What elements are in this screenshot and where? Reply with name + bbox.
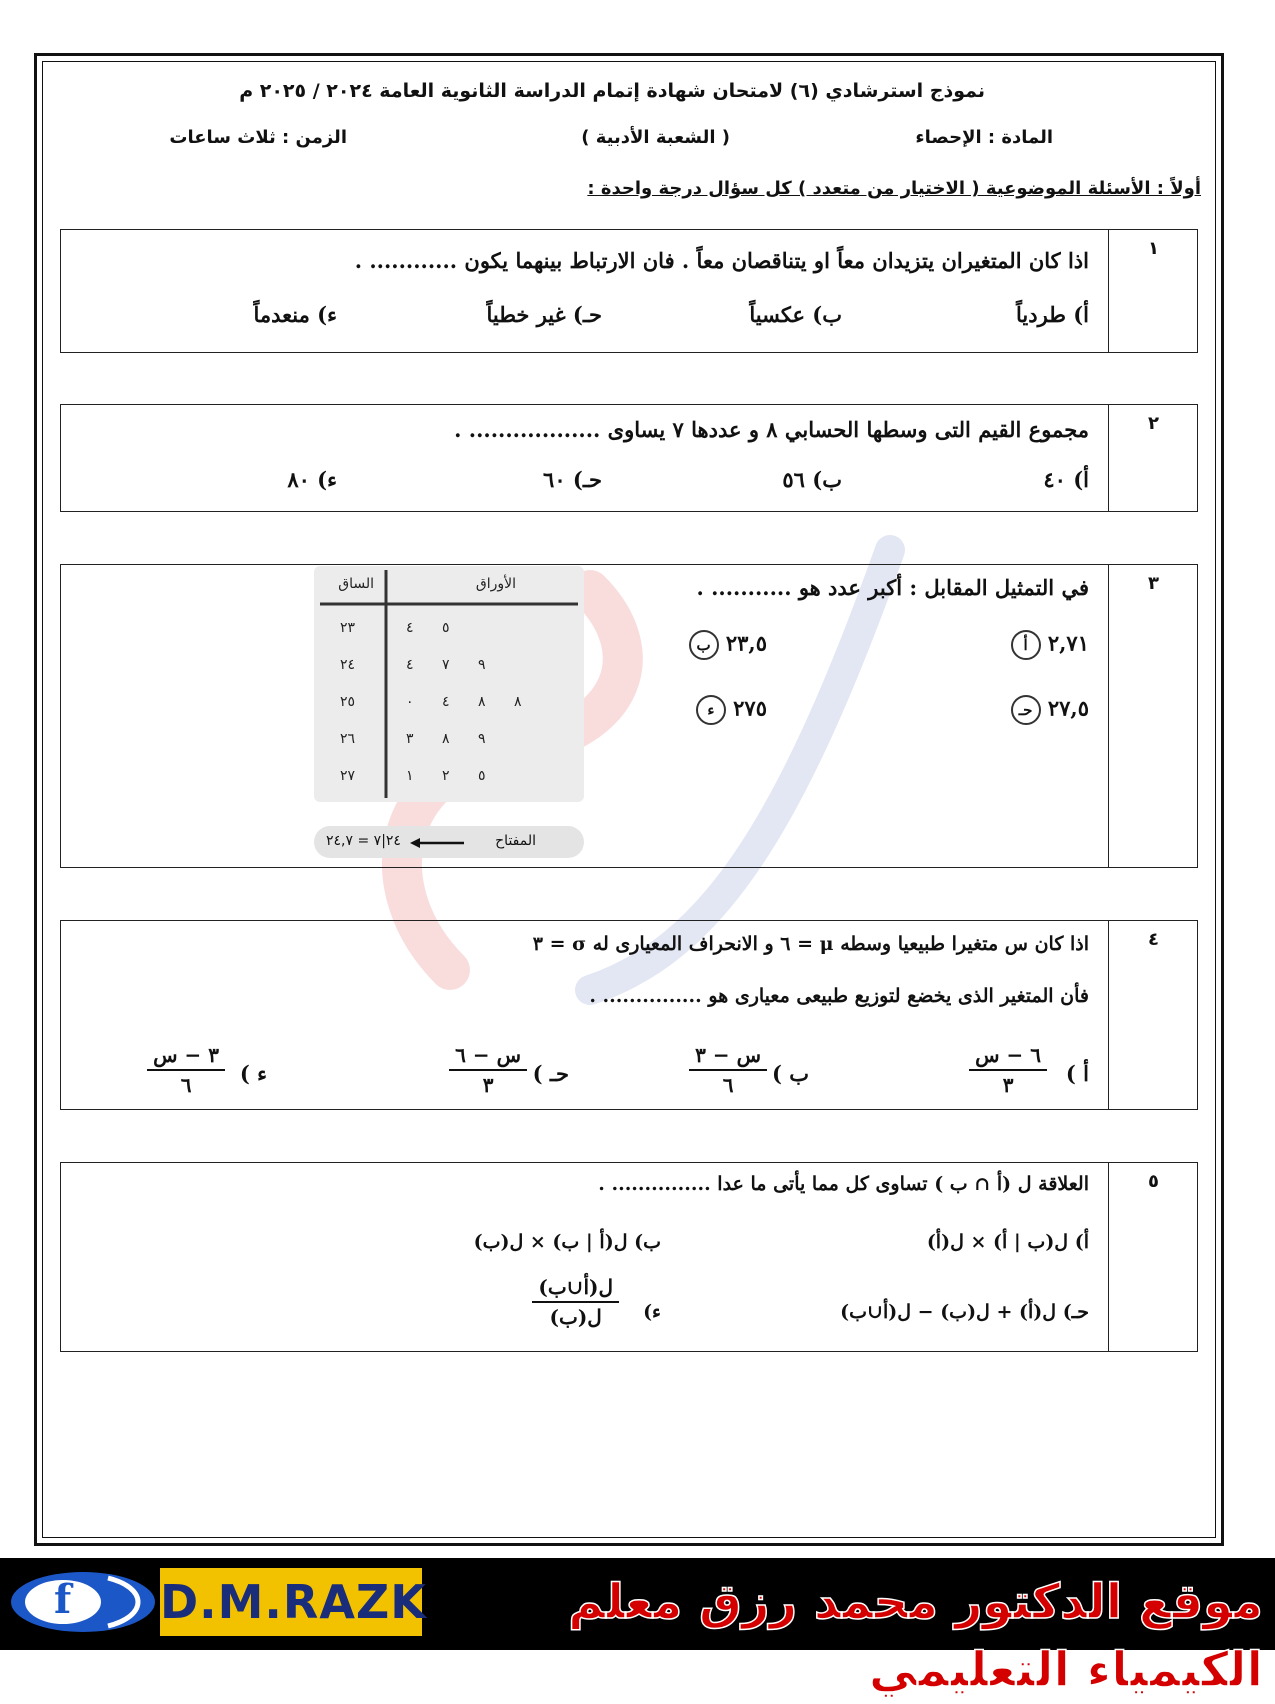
option-c-fraction[interactable] <box>449 1043 527 1097</box>
question-4 <box>60 920 1198 1110</box>
option-c-label[interactable]: حـ ) <box>532 1061 569 1086</box>
option-value: ٢٣,٥ <box>725 630 767 656</box>
question-number: ٤ <box>1148 929 1159 950</box>
leaf-value: ٨ <box>478 694 486 710</box>
option-d[interactable]: ء) منعدماً <box>253 302 337 327</box>
option-b-label[interactable]: ب ) <box>771 1061 809 1086</box>
question-number-column <box>1108 405 1197 511</box>
option-c[interactable] <box>1011 695 1089 725</box>
option-a[interactable]: ﺃ) ل(ب | ﺃ) × ل(ﺃ) <box>926 1231 1089 1253</box>
leaf-value: ٤ <box>406 620 414 636</box>
option-b[interactable]: ب) عكسياً <box>749 302 842 327</box>
exam-title: نموذج استرشادي (٦) لامتحان شهادة إتمام الدراسة الثانوية العامة ٢٠٢٤ / ٢٠٢٥ م <box>239 80 985 102</box>
option-mark-circle: ب <box>689 630 719 660</box>
section-heading: أولاً : الأسئلة الموضوعية ( الاختيار من متعدد ) كل سؤال درجة واحدة : <box>587 178 1201 199</box>
option-c[interactable]: حـ) غير خطياً <box>486 302 602 327</box>
leaf-value: ٤ <box>406 657 414 673</box>
option-d-label[interactable]: ء ) <box>239 1061 267 1086</box>
question-number-column <box>1108 230 1197 352</box>
facebook-swoosh-icon <box>8 1568 158 1636</box>
option-mark-circle: ء <box>696 695 726 725</box>
option-b[interactable] <box>689 630 767 660</box>
stem-leaf-plot <box>314 566 584 802</box>
footer-logo-text: D.M.RAZK <box>160 1568 422 1636</box>
question-text-line-1: اذا كان س متغيرا طبيعيا وسطه μ = ٦ و الانحراف المعيارى له σ = ٣ <box>532 933 1089 955</box>
leaf-value: ٢ <box>442 768 450 784</box>
leaf-value: ٥ <box>478 768 486 784</box>
option-a-fraction[interactable] <box>969 1043 1047 1097</box>
leaf-value: ٧ <box>442 657 450 673</box>
option-a[interactable] <box>1011 630 1089 660</box>
question-text: مجموع القيم التى وسطها الحسابي ٨ و عددها ٧ يساوى .................. . <box>454 417 1089 442</box>
stem-leaf-lines <box>314 566 584 802</box>
option-value: ٢,٧١ <box>1047 630 1089 656</box>
time-label: الزمن : ثلاث ساعات <box>169 127 347 148</box>
subject-label: المادة : الإحصاء <box>915 127 1053 148</box>
fraction-denominator: ٣ <box>1002 1073 1014 1097</box>
option-b-fraction[interactable] <box>689 1043 767 1097</box>
question-number: ١ <box>1148 238 1159 259</box>
stem-value: ٢٦ <box>340 731 356 747</box>
fraction-denominator: ل(ب) <box>549 1305 602 1329</box>
stem-value: ٢٤ <box>340 657 356 673</box>
facebook-icon[interactable] <box>8 1568 158 1636</box>
option-d[interactable]: ء) ٨٠ <box>287 467 337 492</box>
stem-value: ٢٧ <box>340 768 356 784</box>
stem-leaf-key <box>314 826 584 858</box>
option-d-fraction[interactable] <box>147 1043 225 1097</box>
option-value: ٢٧٥ <box>733 695 767 721</box>
option-a-label[interactable]: ﺃ ) <box>1065 1061 1089 1086</box>
question-3 <box>60 564 1198 868</box>
option-mark-circle: حـ <box>1011 695 1041 725</box>
option-d[interactable] <box>696 695 767 725</box>
fraction-denominator: ٦ <box>180 1073 192 1097</box>
leaf-value: ٨ <box>442 731 450 747</box>
question-text: اذا كان المتغيران يتزيدان معاً او يتناقصان معاً . فان الارتباط بينهما يكون ............ . <box>354 248 1089 273</box>
leaf-value: ١ <box>406 768 414 784</box>
fraction-denominator: ٣ <box>482 1073 494 1097</box>
fraction-numerator: ٦ − س <box>969 1043 1047 1071</box>
fraction-denominator: ٦ <box>722 1073 734 1097</box>
question-text: العلاقة ل (ﺃ ∩ ب ) تساوى كل مما يأتى ما عدا ............... . <box>598 1173 1089 1195</box>
stem-value: ٢٥ <box>340 694 356 710</box>
question-text: في التمثيل المقابل : أكبر عدد هو ........... . <box>696 575 1089 600</box>
option-a[interactable]: ﺃ) طردياً <box>1016 302 1089 327</box>
question-number: ٢ <box>1148 413 1159 434</box>
leaf-value: ٨ <box>514 694 522 710</box>
fraction-numerator: ل(ﺃ∪ب) <box>532 1275 619 1303</box>
key-label: المفتاح <box>495 833 536 849</box>
key-value: ٢٤|٧ = ٢٤,٧ <box>326 833 401 849</box>
option-b[interactable]: ب) ٥٦ <box>782 467 842 492</box>
option-d-fraction[interactable] <box>532 1275 619 1329</box>
arrow-left-icon <box>410 837 466 849</box>
footer-site-title: موقع الدكتور محمد رزق معلم الكيمياء التعليمي <box>568 1574 1263 1698</box>
question-5 <box>60 1162 1198 1352</box>
option-b[interactable]: ب) ل(ﺃ | ب) × ل(ب) <box>473 1231 661 1253</box>
question-number: ٣ <box>1148 573 1159 594</box>
fraction-numerator: س − ٣ <box>689 1043 767 1071</box>
leaves-header: الأوراق <box>475 576 516 592</box>
question-text-line-2: فأن المتغير الذى يخضع لتوزيع طبيعى معيارى هو ............... . <box>589 985 1089 1007</box>
question-number: ٥ <box>1148 1171 1159 1192</box>
question-2 <box>60 404 1198 512</box>
leaf-value: ٩ <box>478 731 486 747</box>
stem-header: الساق <box>338 576 374 592</box>
stem-value: ٢٣ <box>340 620 356 636</box>
leaf-value: ٩ <box>478 657 486 673</box>
question-1 <box>60 229 1198 353</box>
leaf-value: ٠ <box>406 694 414 710</box>
option-c[interactable]: حـ) ٦٠ <box>543 467 602 492</box>
facebook-letter: f <box>54 1576 72 1623</box>
question-number-column <box>1108 921 1197 1109</box>
footer-banner <box>0 1558 1275 1698</box>
leaf-value: ٣ <box>406 731 414 747</box>
option-mark-circle: ﺃ <box>1011 630 1041 660</box>
fraction-numerator: ٣ − س <box>147 1043 225 1071</box>
branch-label: ( الشعبة الأدبية ) <box>581 127 730 148</box>
option-d-label[interactable]: ء) <box>643 1301 661 1323</box>
leaf-value: ٤ <box>442 694 450 710</box>
fraction-numerator: س − ٦ <box>449 1043 527 1071</box>
leaf-value: ٥ <box>442 620 450 636</box>
option-c[interactable]: حـ) ل(ﺃ) + ل(ب) − ل(ﺃ∪ب) <box>840 1301 1089 1323</box>
question-number-column <box>1108 565 1197 867</box>
question-number-column <box>1108 1163 1197 1351</box>
option-a[interactable]: ﺃ) ٤٠ <box>1043 467 1089 492</box>
option-value: ٢٧,٥ <box>1047 695 1089 721</box>
